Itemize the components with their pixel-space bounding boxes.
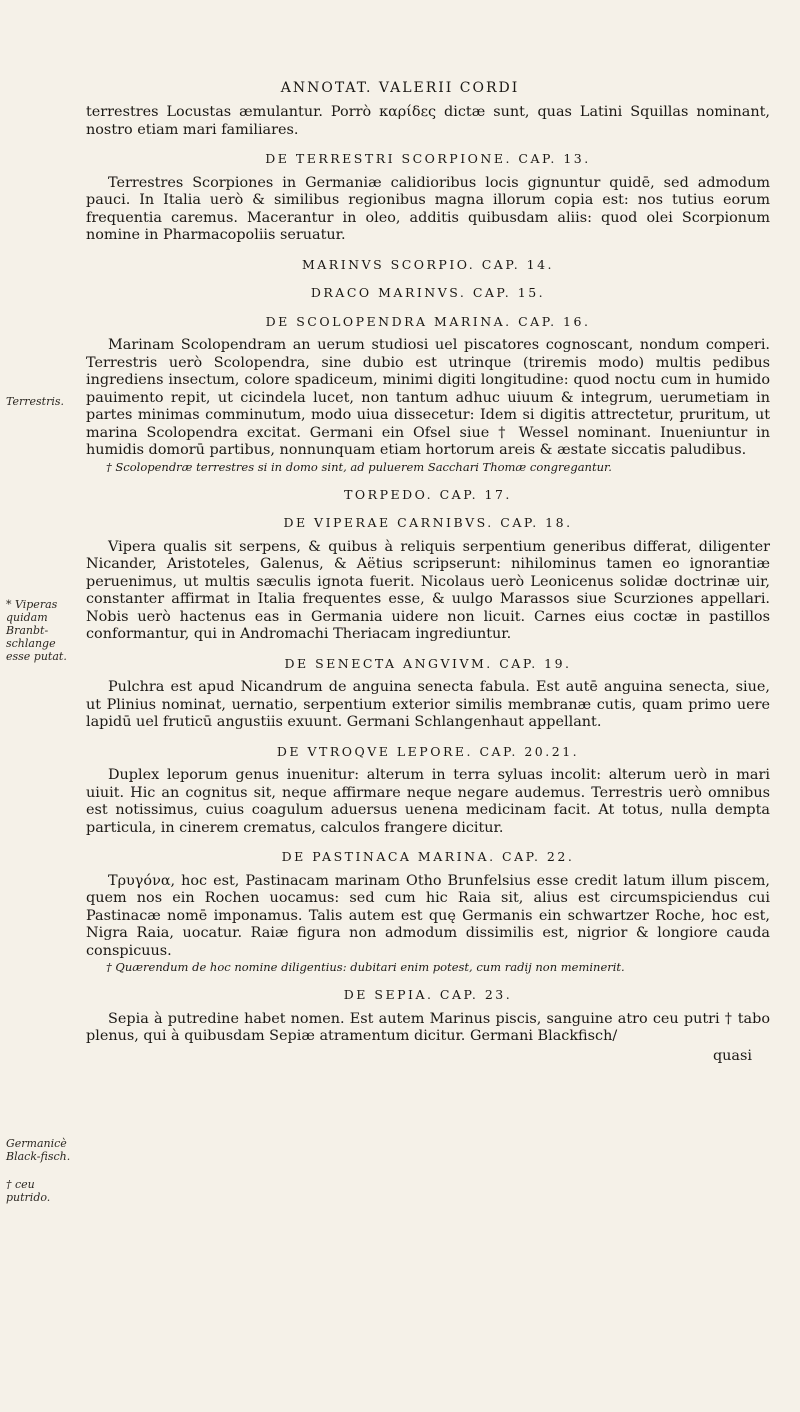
catchword: quasi <box>712 1047 752 1064</box>
paragraph: Terrestres Scorpiones in Germaniæ calidioribus locis gignuntur quidē, sed admodum pauci. In Italia uerò & similibus regionibus magna illorum copia est: nos tutius eorum frequentia caremus. Macerantur in oleo, additis quibusdam aliis: quod olei Scorpionum nomine in Pharmacopoliis seruatur. <box>86 174 770 243</box>
paragraph: Marinam Scolopendram an uerum studiosi uel piscatores cognoscant, nondum comperi. Terrestris uerò Scolopendra, sine dubio est utrinque (triremis modo) multis pedibus ingrediens insectum, colore spadiceum, minimi digiti longitudine: quod noctu cum in humido pauimento repit, ut cicindela lucet, non tantum adhuc uiuum & integrum, uerumetiam in partes minimas comminutum, modo uiua dissecetur: Idem si digitis attrectetur, pruritum, ut marina Scolopendra excitat. Germani ein Ofsel siue † Wessel nominant. Inueniuntur in humidis domorū partibus, nonnunquam etiam hortorum areis & æstate siccatis paludibus. <box>86 337 770 458</box>
margin-note-vipera: * Viperas quidam Branbt-schlange esse putat. <box>6 598 67 663</box>
chapter-heading: DE PASTINACA MARINA. CAP. 22. <box>281 849 575 864</box>
chapter-heading: DE SCOLOPENDRA MARINA. CAP. 16. <box>265 313 591 329</box>
paragraph: Duplex leporum genus inuenitur: alterum in terra syluas incolit: alterum uerò in mari uiuit. Hic an cognitus sit, neque affirmare neque negare audemus. Terrestris uerò omnibus est notissimus, cuius coagulum aduersus uenena medicinam facit. At totus, nulla dempta particula, in cinerem crematus, calculos frangere dicitur. <box>86 767 770 836</box>
paragraph: Τρυγόνα, hoc est, Pastinacam marinam Otho Brunfelsius esse credit latum illum piscem, quem nos ein Rochen uocamus: sed cum hic Raia sit, alius est circumspiciendus cui Pastinacæ nomē imponamus. Talis autem est quę Germanis ein schwartzer Roche, hoc est, Nigra Raia, uocatur. Raiæ figura non admodum dissimilis est, nigrior & longiore cauda conspicuus. <box>86 872 770 959</box>
margin-note-terrestris: Terrestris. <box>6 395 65 408</box>
running-head: ANNOTAT. VALERII CORDI <box>280 80 520 96</box>
paragraph: terrestres Locustas æmulantur. Porrò καρίδες dictæ sunt, quas Latini Squillas nominant, nostro etiam mari familiares. <box>86 104 770 138</box>
chapter-heading: DRACO MARINVS. CAP. 15. <box>310 285 546 300</box>
chapter-heading: MARINVS SCORPIO. CAP. 14. <box>301 256 555 272</box>
paragraph: Sepia à putredine habet nomen. Est autem Marinus piscis, sanguine atro ceu putri † tabo plenus, qui à quibusdam Sepiæ atramentum dicitur. Germani Blackfisch/ <box>86 1010 770 1044</box>
footnote: † Scolopendræ terrestres si in domo sint, ad puluerem Sacchari Thomæ congregantur. <box>106 459 612 474</box>
paragraph: Vipera qualis sit serpens, & quibus à reliquis serpentium generibus differat, diligenter Nicander, Aristoteles, Galenus, & Aëtius scripserunt: nihilominus tamen eo ignorantiæ peruenimus, ut multis sæculis ignota fuerit. Nicolaus uerò Leonicenus solidæ doctrinæ uir, constanter affirmat in Italia frequentes esse, & uulgo Marassos siue Scurziones appellari. Nobis uerò hactenus eas in Germania uidere non licuit. Carnes eius coctæ in pastillos conformantur, qui in Andromachi Theriacam ingrediuntur. <box>86 538 770 642</box>
footnote: † Quærendum de hoc nomine diligentius: dubitari enim potest, cum radij non meminerit. <box>106 960 625 974</box>
chapter-heading: TORPEDO. CAP. 17. <box>344 486 512 502</box>
paragraph: Pulchra est apud Nicandrum de anguina senecta fabula. Est autē anguina senecta, siue, ut Plinius nominat, uernatio, serpentium exterior similis membranæ cutis, quam primo uere lapidū uel fruticū angustiis exuunt. Germani Schlangenhaut appellant. <box>86 679 770 730</box>
chapter-heading: DE SEPIA. CAP. 23. <box>343 987 513 1002</box>
chapter-heading: DE VTROQVE LEPORE. CAP. 20.21. <box>276 743 580 759</box>
chapter-heading: DE VIPERAE CARNIBVS. CAP. 18. <box>283 515 573 530</box>
margin-note-germanice: Germanicè Black-fisch. <box>6 1137 71 1163</box>
main-text <box>86 104 770 1065</box>
chapter-heading: DE SENECTA ANGVIVM. CAP. 19. <box>284 655 572 671</box>
margin-note-tabo: † ceu putrido. <box>6 1178 51 1204</box>
chapter-heading: DE TERRESTRI SCORPIONE. CAP. 13. <box>265 151 591 166</box>
